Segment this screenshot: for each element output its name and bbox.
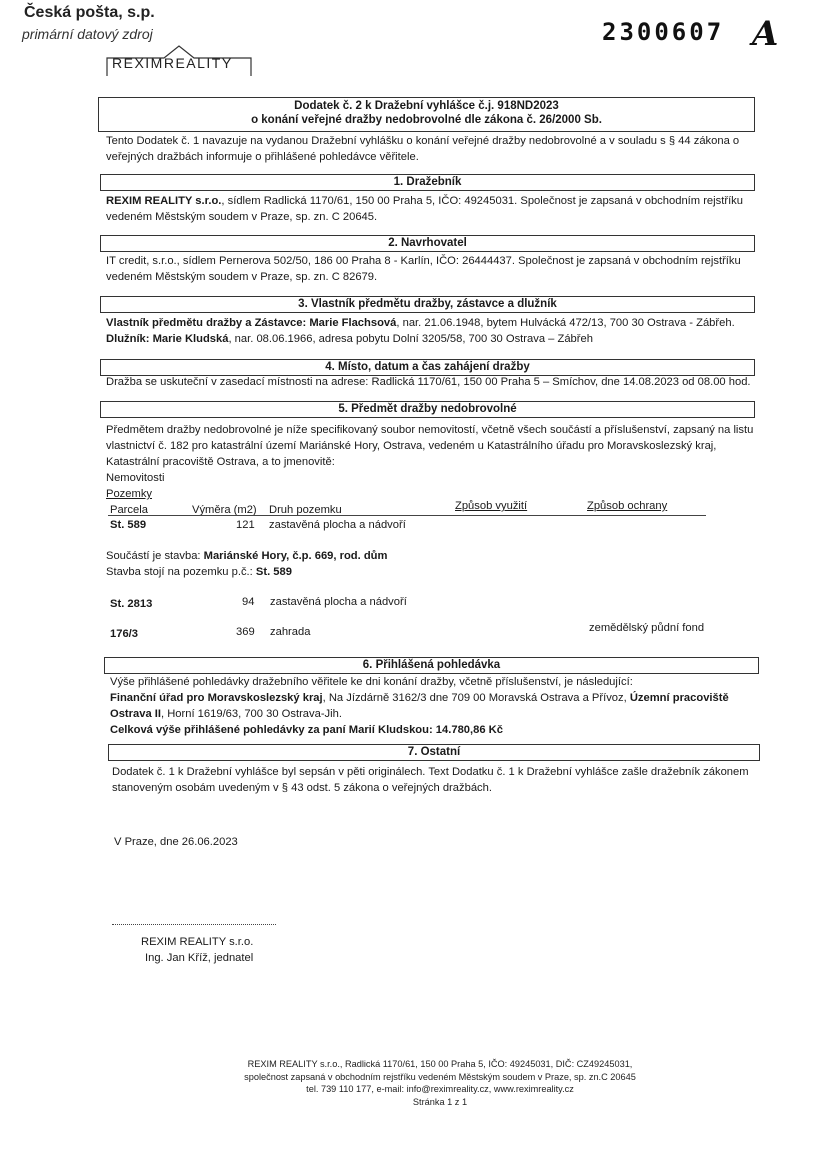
row-1-parcela: St. 589 [110,519,147,531]
data-source-text: primární datový zdroj [22,26,153,42]
page-footer [230,1058,650,1108]
subject-line-1: Předmětem dražby nedobrovolné je níže specifikovaný soubor nemovitostí, včetně všech součástí a příslušenství, zapsaný na listu [106,424,754,436]
col-vymera: Výměra (m2) [192,504,257,516]
real-estate-label: Nemovitosti [106,472,165,484]
claim-total: Celková výše přihlášené pohledávky za paní Marií Kludskou: 14.780,86 Kč [110,724,503,736]
other-line-2: stanoveným osobám uvedeným v § 43 odst. 5 zákona o veřejných dražbách. [112,782,492,794]
building-label: Součástí je stavba: [106,550,204,562]
section-5-heading: 5. Předmět dražby nedobrovolné [100,401,755,418]
footer-line-3: tel. 739 110 177, e-mail: info@reximreality.cz, www.reximreality.cz [306,1084,574,1094]
section-1-heading: 1. Dražebník [100,174,755,191]
creditor-branch-label: Územní pracoviště [629,692,729,704]
subject-line-2: vlastnictví č. 182 pro katastrální území Mariánské Hory, Ostrava, vedeném u Katastrálního úřadu pro Moravskoslezský kraj, [106,440,717,452]
col-zpusob-ochrany: Způsob ochrany [587,500,668,512]
auctioneer-register: vedeném Městským soudem v Praze, sp. zn. C 20645. [106,211,378,223]
logo-text: REXIMREALITY [112,55,233,71]
row-3-parcela: 176/3 [110,628,138,640]
section-6-heading: 6. Přihlášená pohledávka [104,657,759,674]
building-value: Mariánské Hory, č.p. 669, rod. dům [203,550,388,562]
page-number: Stránka 1 z 1 [412,1096,468,1107]
creditor-address: , Na Jízdárně 3162/3 dne 709 00 Moravská Ostrava a Přívoz, [322,692,630,704]
signature-company: REXIM REALITY s.r.o. [141,936,254,948]
creditor-name: Finanční úřad pro Moravskoslezský kraj [110,692,323,704]
claim-intro: Výše přihlášené pohledávky dražebního věřitele ke dni konání dražby, včetně příslušenství, je následující: [110,676,633,688]
section-7-text [112,764,762,796]
stands-on-value: St. 589 [255,566,292,578]
intro-line-2: veřejných dražbách informuje o přihlášené pohledávce věřitele. [106,151,419,163]
reference-number: 2300607 [602,18,725,46]
col-zpusob-vyuziti: Způsob využití [455,500,528,512]
signature-line [112,924,276,925]
row-3-ochrana: zemědělský půdní fond [589,622,705,634]
col-druh: Druh pozemku [269,504,342,516]
creditor-branch-address: , Horní 1619/63, 700 30 Ostrava-Jih. [161,708,342,720]
intro-line-1: Tento Dodatek č. 1 navazuje na vydanou Dražební vyhlášku o konání veřejné dražby nedobrovolné a v souladu s § 44 zákona o [106,135,740,147]
auctioneer-details: , sídlem Radlická 1170/61, 150 00 Praha 5, IČO: 49245031. Společnost je zapsaná v obchodním rejstříku [221,195,743,207]
debtor-label: Dlužník: Marie Kludská [106,333,229,345]
subject-line-3: Katastrální pracoviště Ostrava, a to jmenovitě: [106,456,335,468]
section-2-heading: 2. Navrhovatel [100,235,755,252]
owner-label: Vlastník předmětu dražby a Zástavce: Marie Flachsová [106,317,397,329]
footer-line-1: REXIM REALITY s.r.o., Radlická 1170/61, 150 00 Praha 5, IČO: 49245031, DIČ: CZ49245031, [247,1059,633,1069]
section-1-text [106,193,756,225]
title-box [98,97,755,132]
creditor-branch-name: Ostrava II [110,708,161,720]
signature-person: Ing. Jan Kříž, jednatel [145,952,254,964]
table-header-rule [108,515,706,516]
place-date: V Praze, dne 26.06.2023 [114,836,238,848]
post-stamp-text: Česká pošta, s.p. [24,4,155,21]
section-3-heading: 3. Vlastník předmětu dražby, zástavce a dlužník [100,296,755,313]
reference-letter: A [752,14,779,54]
row-3-druh: zahrada [270,626,311,638]
row-2-vymera: 94 [242,596,255,608]
intro-paragraph [106,133,756,165]
row-3-vymera: 369 [236,626,255,638]
rexim-logo [106,44,252,77]
title-line-2: o konání veřejné dražby nedobrovolné dle zákona č. 26/2000 Sb. [251,114,602,126]
debtor-details: , nar. 08.06.1966, adresa pobytu Dolní 3205/58, 700 30 Ostrava – Zábřeh [228,333,593,345]
section-3-text [106,315,756,347]
section-7-heading: 7. Ostatní [108,744,760,761]
section-4-heading: 4. Místo, datum a čas zahájení dražby [100,359,755,376]
proposer-register: vedeném Městským soudem v Praze, sp. zn. C 82679. [106,271,378,283]
section-2-text [106,253,756,285]
section-5-text [106,422,766,502]
section-6-text [110,674,760,738]
footer-line-2: společnost zapsaná v obchodním rejstříku vedeném Městským soudem v Praze, sp. zn.C 20645 [244,1071,636,1082]
auctioneer-name: REXIM REALITY s.r.o. [106,195,222,207]
title-line-1: Dodatek č. 2 k Dražební vyhlášce č.j. 918ND2023 [294,100,559,112]
owner-details: , nar. 21.06.1948, bytem Hulvácká 472/13, 700 30 Ostrava - Zábřeh. [396,317,735,329]
other-line-1: Dodatek č. 1 k Dražební vyhlášce byl sepsán v pěti originálech. Text Dodatku č. 1 k Dražební vyhlášce zašle dražebník zákonem [112,766,749,778]
row-1-vymera: 121 [236,519,255,531]
stands-on-label: Stavba stojí na pozemku p.č.: [106,566,256,578]
row-2-parcela: St. 2813 [110,598,153,610]
row-1-druh: zastavěná plocha a nádvoří [269,519,406,531]
row-2-druh: zastavěná plocha a nádvoří [270,596,407,608]
plots-label: Pozemky [106,488,153,500]
col-parcela: Parcela [110,504,148,516]
section-4-text: Dražba se uskuteční v zasedací místnosti na adrese: Radlická 1170/61, 150 00 Praha 5 – Smíchov, dne 14.08.2023 od 08.00 hod. [106,376,751,388]
proposer-details: IT credit, s.r.o., sídlem Pernerova 502/50, 186 00 Praha 8 - Karlín, IČO: 26444437. Společnost je zapsaná v obchodním rejstříku [106,255,741,267]
building-info [106,548,706,580]
